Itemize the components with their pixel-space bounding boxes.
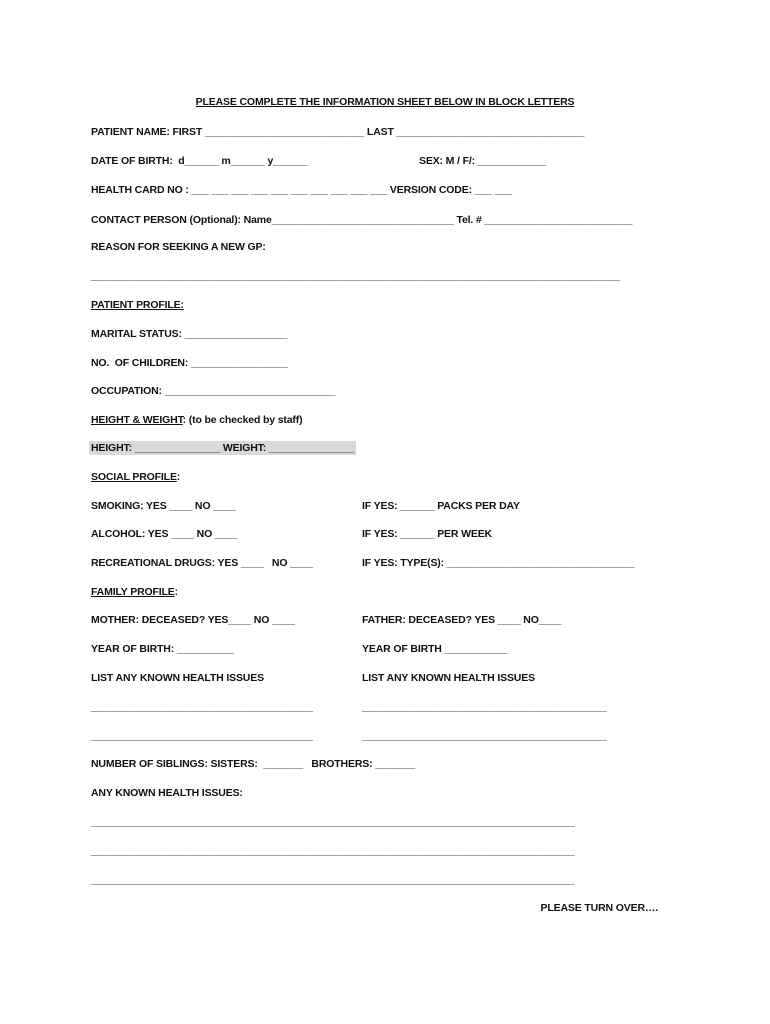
- height-weight-field[interactable]: HEIGHT: _______________ WEIGHT: _______________: [91, 442, 355, 454]
- family-profile-heading: FAMILY PROFILE: [91, 586, 175, 598]
- drug-types-field[interactable]: IF YES: TYPE(S): _________________________________: [362, 557, 635, 569]
- health-issue-line[interactable]: _____________________________________________________________________________________: [91, 874, 575, 886]
- date-of-birth-field[interactable]: DATE OF BIRTH: d______ m______ y______: [91, 155, 308, 167]
- health-issue-line[interactable]: _____________________________________________________________________________________: [91, 845, 575, 857]
- father-deceased-field[interactable]: FATHER: DECEASED? YES ____ NO____: [362, 614, 562, 626]
- marital-status-field[interactable]: MARITAL STATUS: __________________: [91, 328, 288, 340]
- height-weight-heading-row: [91, 413, 302, 427]
- father-health-issue-line[interactable]: ___________________________________________: [362, 730, 607, 742]
- reason-label: REASON FOR SEEKING A NEW GP:: [91, 241, 266, 253]
- father-health-issues-label: LIST ANY KNOWN HEALTH ISSUES: [362, 672, 535, 684]
- sex-field[interactable]: SEX: M / F/: ____________: [419, 155, 546, 167]
- social-profile-heading-row: [91, 470, 180, 484]
- children-field[interactable]: NO. OF CHILDREN: _________________: [91, 357, 288, 369]
- contact-person-field[interactable]: CONTACT PERSON (Optional): Name________________________________ Tel. # __________________________: [91, 214, 633, 226]
- mother-deceased-field[interactable]: MOTHER: DECEASED? YES____ NO ____: [91, 614, 295, 626]
- form-title: PLEASE COMPLETE THE INFORMATION SHEET BELOW IN BLOCK LETTERS: [195, 96, 575, 108]
- recreational-drugs-field[interactable]: RECREATIONAL DRUGS: YES ____ NO ____: [91, 557, 313, 569]
- smoking-amount-field[interactable]: IF YES: ______ PACKS PER DAY: [362, 500, 520, 512]
- father-health-issue-line[interactable]: ___________________________________________: [362, 701, 607, 713]
- mother-year-of-birth-field[interactable]: YEAR OF BIRTH: __________: [91, 643, 234, 655]
- health-card-field[interactable]: HEALTH CARD NO : ___ ___ ___ ___ ___ ___ ___ ___ ___ ___ VERSION CODE: ___ ___: [91, 184, 512, 196]
- family-profile-colon: :: [174, 586, 179, 598]
- mother-health-issue-line[interactable]: _______________________________________: [91, 730, 313, 742]
- patient-name-field[interactable]: PATIENT NAME: FIRST ____________________________ LAST _________________________________: [91, 126, 585, 138]
- social-profile-colon: :: [176, 471, 181, 483]
- occupation-field[interactable]: OCCUPATION: ______________________________: [91, 385, 336, 397]
- father-year-of-birth-field[interactable]: YEAR OF BIRTH ___________: [362, 643, 508, 655]
- reason-line[interactable]: _____________________________________________________________________________________________: [91, 270, 621, 282]
- mother-health-issues-label: LIST ANY KNOWN HEALTH ISSUES: [91, 672, 264, 684]
- siblings-field[interactable]: NUMBER OF SIBLINGS: SISTERS: _______ BROTHERS: _______: [91, 758, 416, 770]
- mother-health-issue-line[interactable]: _______________________________________: [91, 701, 313, 713]
- patient-profile-heading: PATIENT PROFILE:: [91, 299, 184, 311]
- alcohol-amount-field[interactable]: IF YES: ______ PER WEEK: [362, 528, 492, 540]
- height-weight-heading: HEIGHT & WEIGHT: [91, 414, 183, 426]
- smoking-field[interactable]: SMOKING: YES ____ NO ____: [91, 500, 236, 512]
- alcohol-field[interactable]: ALCOHOL: YES ____ NO ____: [91, 528, 238, 540]
- social-profile-heading: SOCIAL PROFILE: [91, 471, 177, 483]
- family-profile-heading-row: [91, 585, 178, 599]
- please-turn-over: PLEASE TURN OVER….: [540, 902, 658, 914]
- height-weight-note: : (to be checked by staff): [182, 414, 303, 426]
- health-issue-line[interactable]: _____________________________________________________________________________________: [91, 816, 575, 828]
- known-health-issues-label: ANY KNOWN HEALTH ISSUES:: [91, 787, 243, 799]
